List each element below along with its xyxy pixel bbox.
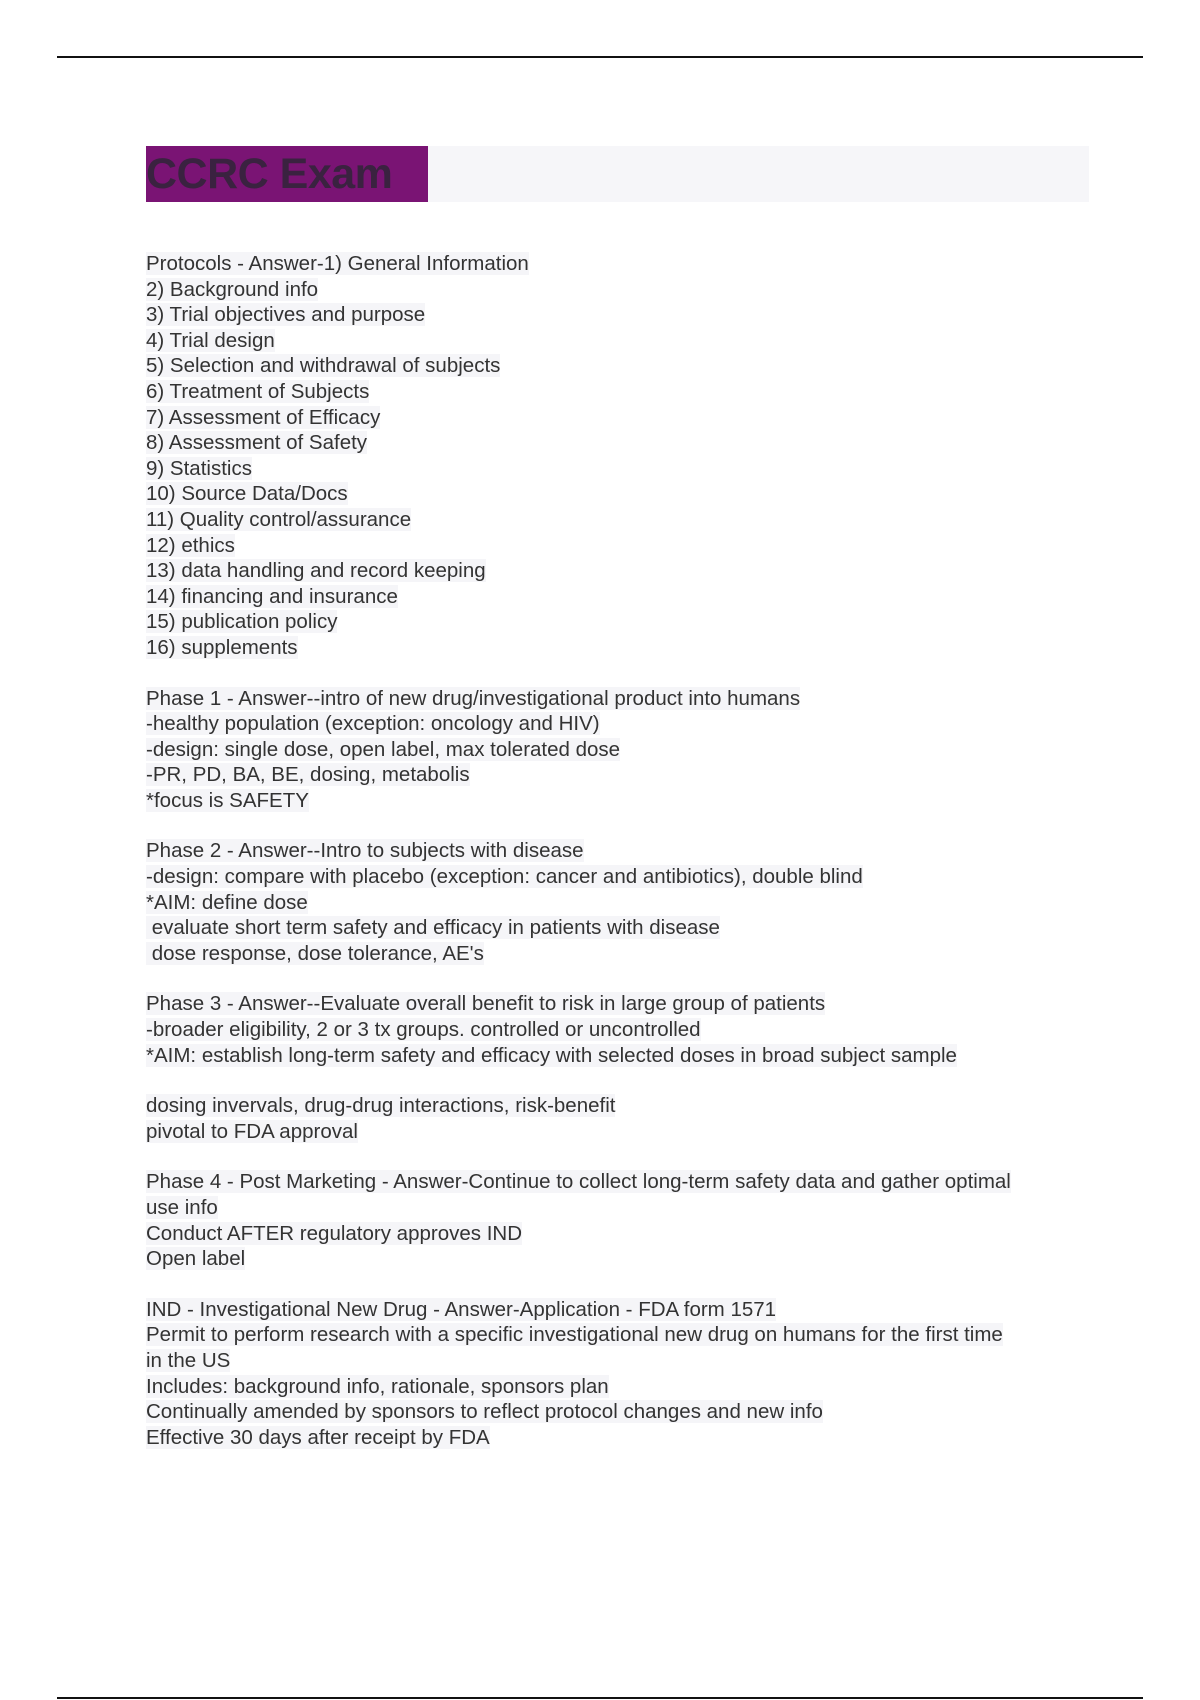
text-line bbox=[146, 838, 1096, 864]
text-line-content: 9) Statistics bbox=[146, 456, 252, 480]
text-line bbox=[146, 456, 1096, 482]
text-line bbox=[146, 481, 1096, 507]
text-line-content: Phase 4 - Post Marketing - Answer-Continue to collect long-term safety data and gather optimal bbox=[146, 1170, 1011, 1194]
text-line-content: 2) Background info bbox=[146, 277, 319, 301]
text-line-content: evaluate short term safety and efficacy in patients with disease bbox=[146, 916, 720, 940]
text-line-content: -healthy population (exception: oncology and HIV) bbox=[146, 712, 600, 736]
text-line bbox=[146, 737, 1096, 763]
text-line-content: Conduct AFTER regulatory approves IND bbox=[146, 1221, 522, 1245]
text-line bbox=[146, 251, 1096, 277]
text-line-content: IND - Investigational New Drug - Answer-Application - FDA form 1571 bbox=[146, 1297, 777, 1321]
text-line bbox=[146, 558, 1096, 584]
document-title: CCRC Exam bbox=[146, 150, 393, 198]
text-line-content: Includes: background info, rationale, sponsors plan bbox=[146, 1374, 609, 1398]
text-line bbox=[146, 1169, 1096, 1195]
text-line bbox=[146, 762, 1096, 788]
qa-section bbox=[146, 991, 1096, 1068]
text-line bbox=[146, 328, 1096, 354]
text-line bbox=[146, 1322, 1096, 1348]
top-rule bbox=[57, 56, 1143, 58]
text-line-content: 16) supplements bbox=[146, 635, 298, 659]
text-line-content: Open label bbox=[146, 1247, 246, 1271]
text-line bbox=[146, 915, 1096, 941]
bottom-rule bbox=[57, 1697, 1143, 1699]
text-line bbox=[146, 1246, 1096, 1272]
text-line-content: 5) Selection and withdrawal of subjects bbox=[146, 354, 501, 378]
text-line bbox=[146, 711, 1096, 737]
text-line-content: pivotal to FDA approval bbox=[146, 1119, 358, 1143]
text-line bbox=[146, 864, 1096, 890]
text-line bbox=[146, 635, 1096, 661]
text-line bbox=[146, 533, 1096, 559]
qa-section bbox=[146, 1093, 1096, 1144]
text-line bbox=[146, 507, 1096, 533]
text-line-content: 12) ethics bbox=[146, 533, 235, 557]
text-line bbox=[146, 353, 1096, 379]
text-line bbox=[146, 1043, 1096, 1069]
text-line-content: Protocols - Answer-1) General Information bbox=[146, 252, 529, 275]
text-line-content: Effective 30 days after receipt by FDA bbox=[146, 1425, 490, 1449]
text-line-content: -PR, PD, BA, BE, dosing, metabolis bbox=[146, 763, 470, 787]
text-line-content: 4) Trial design bbox=[146, 328, 275, 352]
text-line-content: 11) Quality control/assurance bbox=[146, 507, 412, 531]
text-line-content: *AIM: establish long-term safety and efficacy with selected doses in broad subject sample bbox=[146, 1043, 957, 1067]
text-line-content: -design: single dose, open label, max tolerated dose bbox=[146, 737, 621, 761]
text-line-content: 8) Assessment of Safety bbox=[146, 431, 368, 455]
title-box bbox=[146, 146, 428, 202]
text-line bbox=[146, 277, 1096, 303]
text-line-content: use info bbox=[146, 1196, 218, 1219]
text-line bbox=[146, 302, 1096, 328]
qa-section bbox=[146, 251, 1096, 661]
text-line bbox=[146, 788, 1096, 814]
text-line-content: dose response, dose tolerance, AE's bbox=[146, 941, 484, 965]
text-line-content: 10) Source Data/Docs bbox=[146, 482, 348, 506]
text-line bbox=[146, 941, 1096, 967]
qa-section bbox=[146, 686, 1096, 814]
text-line bbox=[146, 430, 1096, 456]
qa-section bbox=[146, 838, 1096, 966]
text-line bbox=[146, 1119, 1096, 1145]
text-line bbox=[146, 405, 1096, 431]
text-line bbox=[146, 686, 1096, 712]
qa-section bbox=[146, 1297, 1096, 1451]
text-line-content: Phase 3 - Answer--Evaluate overall benefit to risk in large group of patients bbox=[146, 992, 826, 1016]
text-line-content: in the US bbox=[146, 1348, 231, 1372]
text-line bbox=[146, 584, 1096, 610]
text-line bbox=[146, 1374, 1096, 1400]
text-line bbox=[146, 609, 1096, 635]
text-line-content: 3) Trial objectives and purpose bbox=[146, 303, 426, 327]
text-line-content: -broader eligibility, 2 or 3 tx groups. controlled or uncontrolled bbox=[146, 1018, 701, 1042]
text-line bbox=[146, 1399, 1096, 1425]
text-line bbox=[146, 1093, 1096, 1119]
text-line bbox=[146, 1348, 1096, 1374]
text-line-content: 7) Assessment of Efficacy bbox=[146, 405, 381, 429]
text-line-content: -design: compare with placebo (exception: cancer and antibiotics), double blind bbox=[146, 865, 863, 889]
text-line bbox=[146, 991, 1096, 1017]
text-line-content: 13) data handling and record keeping bbox=[146, 559, 486, 583]
text-line-content: Continually amended by sponsors to reflect protocol changes and new info bbox=[146, 1400, 823, 1424]
text-line-content: 6) Treatment of Subjects bbox=[146, 379, 370, 403]
text-line bbox=[146, 1195, 1096, 1221]
text-line bbox=[146, 1017, 1096, 1043]
text-line bbox=[146, 1221, 1096, 1247]
qa-section bbox=[146, 1169, 1096, 1271]
text-line-content: 15) publication policy bbox=[146, 610, 338, 634]
text-line-content: 14) financing and insurance bbox=[146, 584, 398, 608]
text-line bbox=[146, 379, 1096, 405]
text-line-content: *focus is SAFETY bbox=[146, 788, 309, 812]
text-line-content: dosing invervals, drug-drug interactions, risk-benefit bbox=[146, 1094, 616, 1118]
text-line bbox=[146, 890, 1096, 916]
text-line bbox=[146, 1297, 1096, 1323]
text-line-content: Phase 1 - Answer--intro of new drug/investigational product into humans bbox=[146, 686, 801, 710]
document-body bbox=[146, 251, 1096, 1475]
text-line-content: *AIM: define dose bbox=[146, 890, 308, 914]
text-line bbox=[146, 1425, 1096, 1451]
text-line-content: Phase 2 - Answer--Intro to subjects with disease bbox=[146, 839, 584, 863]
text-line-content: Permit to perform research with a specific investigational new drug on humans for the first time bbox=[146, 1323, 1003, 1347]
